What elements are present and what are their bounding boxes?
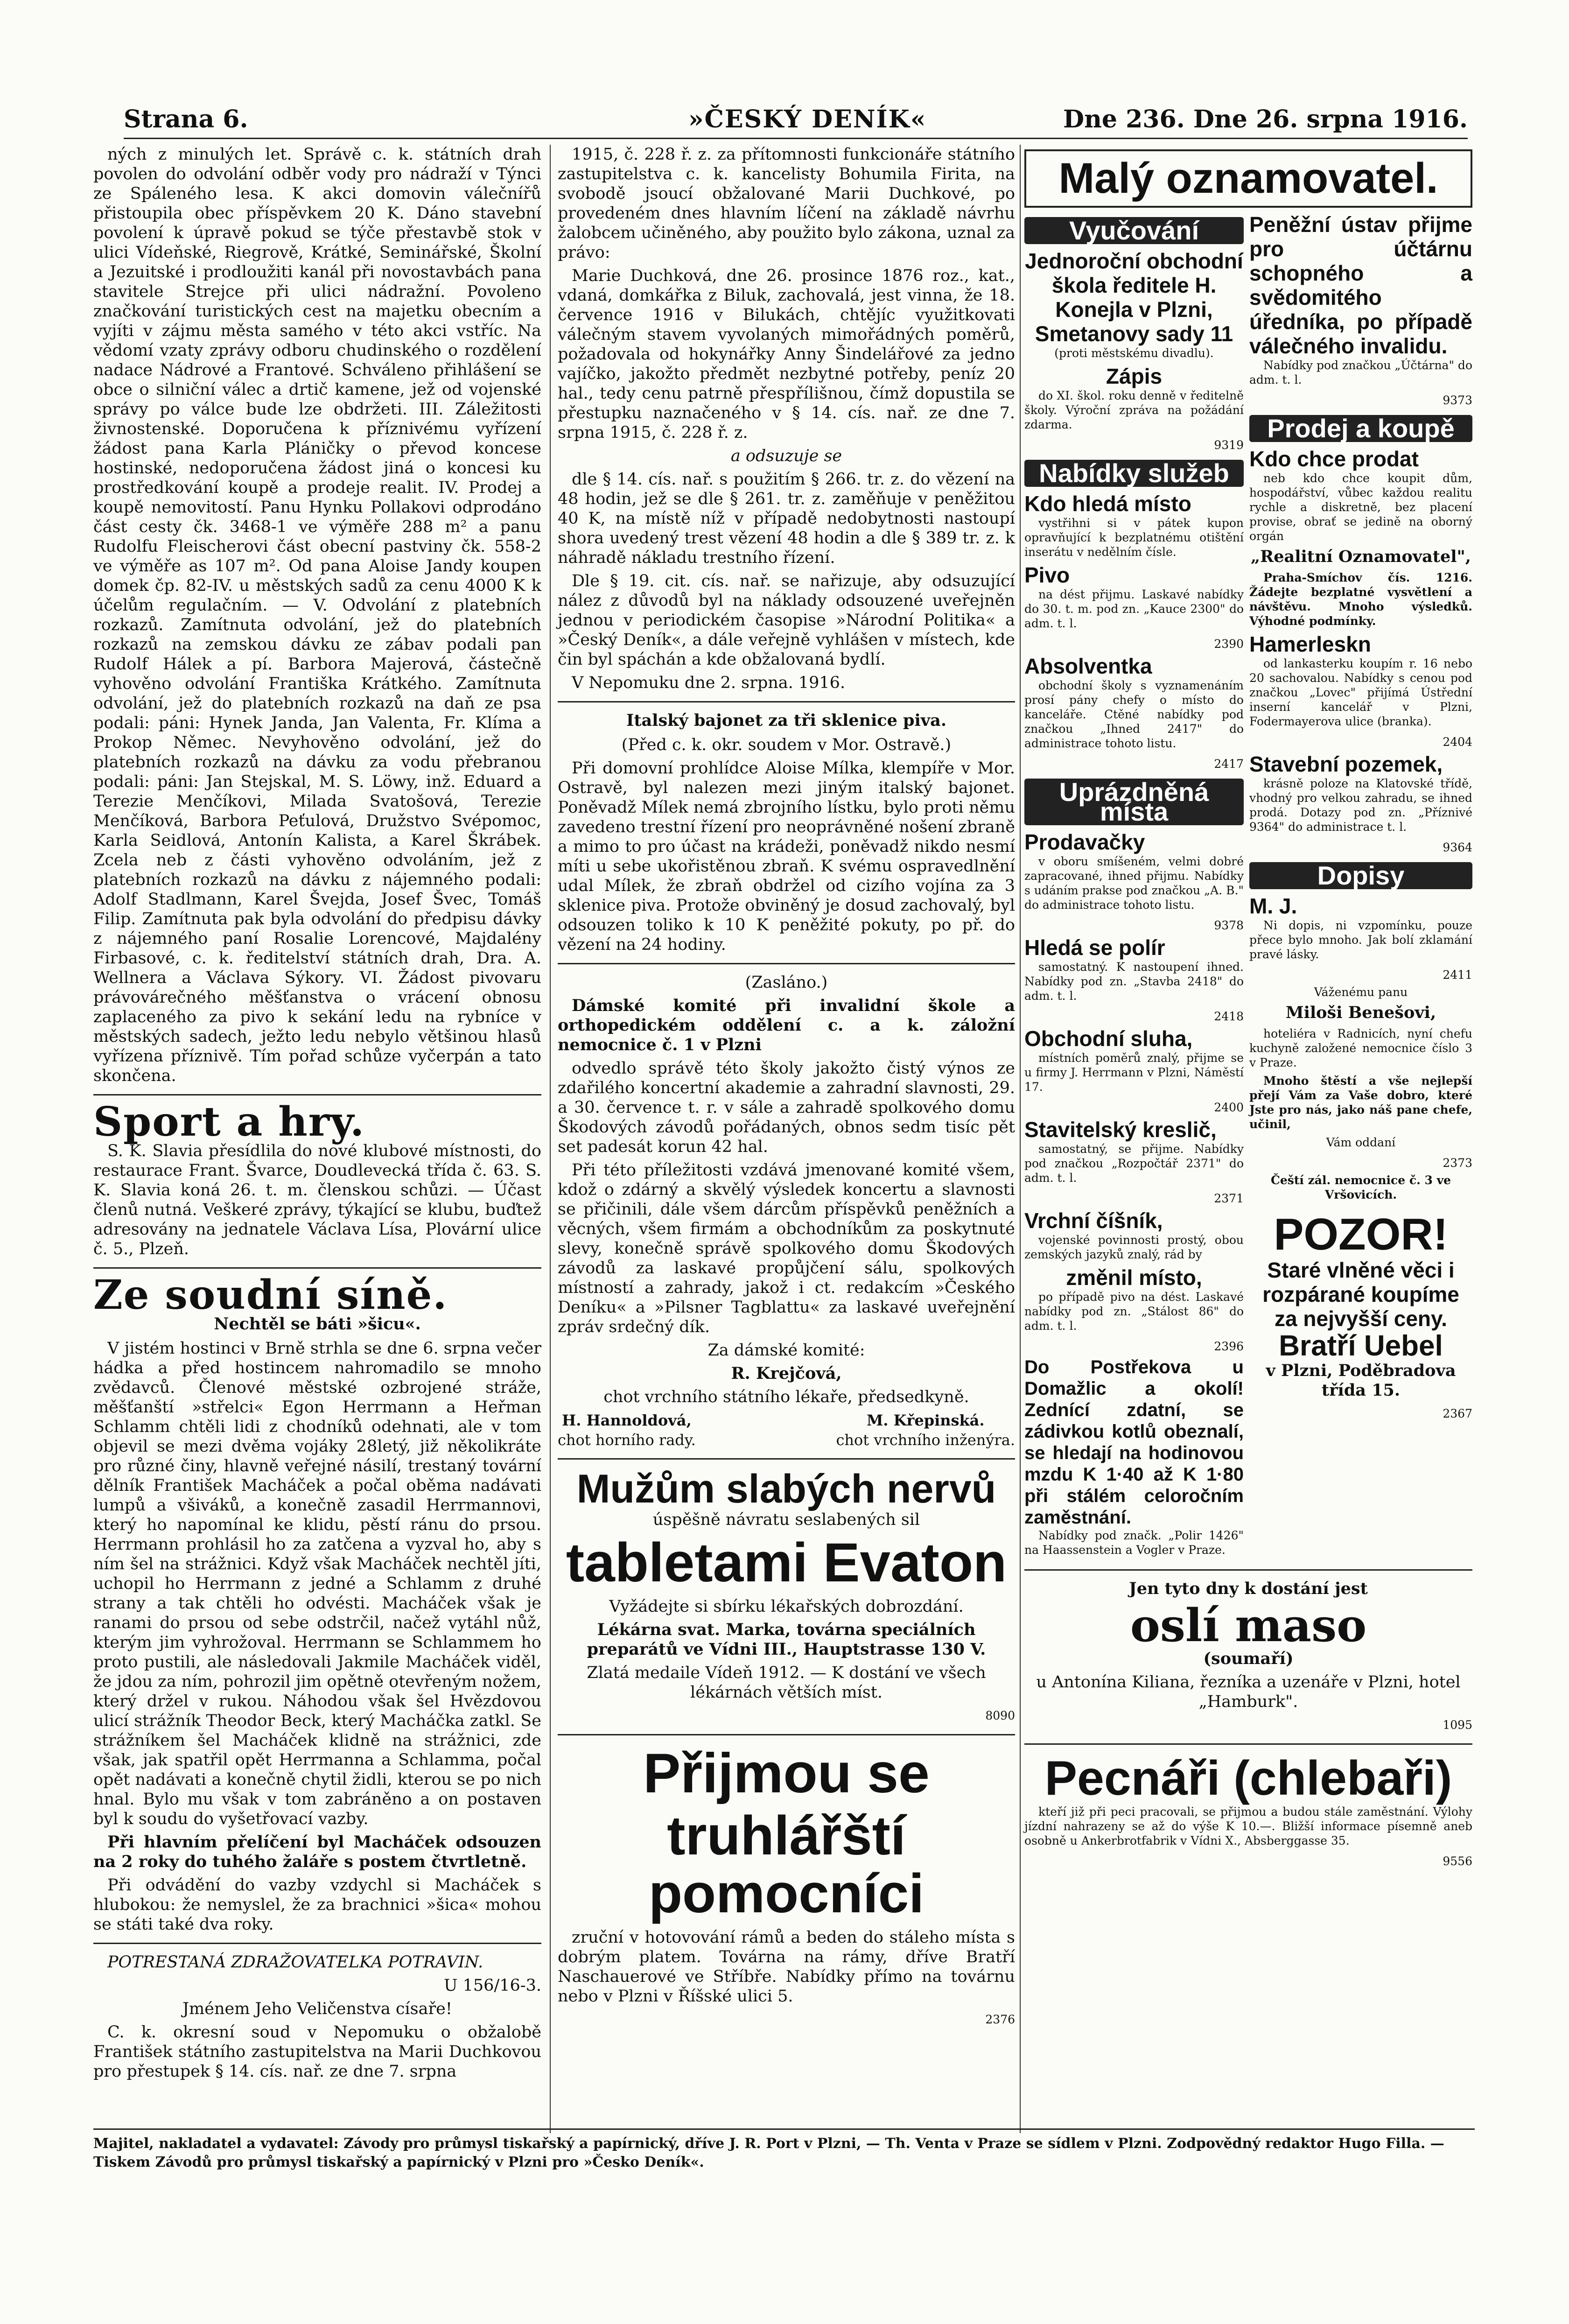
potrestana-text: C. k. okresní soud v Nepomuku o obžalobě František státního zastupitelstva na Marii Duchkovou pro přestupek § 14. cís. nař. ze dne 7. srpna xyxy=(93,2023,541,2081)
stavebni-heading: Stavební pozemek, xyxy=(1249,751,1443,776)
signer-krepinska: M. Křepinská. xyxy=(866,1411,985,1429)
osli-big: oslí maso xyxy=(1130,1599,1367,1652)
divider xyxy=(558,701,1015,702)
prodavacky-text: v oboru smíšeném, velmi dobré zapracované, ihned přijmu. Nabídky s udáním prakse pod značkou „A. B." do administrace tohoto listu. xyxy=(1024,854,1244,912)
verdict-text-3: dle § 14. cís. nař. s použitím § 266. tr. z. do vězení na 48 hodin, jež se dle § 261. tr. z. zaměňuje v peněžitou 40 K, na místě níž v případě nedobytnosti nastoupí shora uvedený trest vězení 48 hodin a dle § 389 tr. z. k náhradě nákladu trestního řízení. xyxy=(558,470,1015,567)
absolventka-text: obchodní školy s vyznamenáním prosí pány chefy o místo do kanceláře. Ctěné nabídky pod značkou „Ihned 2417" do administrace tohoto listu. xyxy=(1024,678,1244,750)
obchodni-sluha-number: 2400 xyxy=(1214,1100,1244,1114)
kdo-hleda-heading: Kdo hledá místo xyxy=(1024,491,1191,516)
obchodni-sluha-heading: Obchodní sluha, xyxy=(1024,1026,1193,1051)
zaslano-label: (Zasláno.) xyxy=(745,973,828,992)
pozor-heading: POZOR! xyxy=(1274,1209,1448,1259)
column-rule xyxy=(1020,145,1021,2133)
zapis-text: do XI. škol. roku denně v ředitelně školy. Výroční zpráva na požádání zdarma. xyxy=(1024,388,1244,431)
hamerleskn-number: 2404 xyxy=(1443,735,1472,749)
prodavacky-heading: Prodavačky xyxy=(1024,829,1145,854)
penezni-small: Nabídky pod značkou „Účtárna" do adm. t. l. xyxy=(1249,358,1472,386)
court-heading: Ze soudní síně. xyxy=(93,1271,448,1319)
column-3 xyxy=(1024,145,1472,1871)
evaton-pharmacy: Lékárna svat. Marka, továrna speciálních preparátů ve Vídni III., Hauptstrasse 130 V. xyxy=(587,1620,986,1659)
evaton-medal: Zlatá medaile Vídeň 1912. — K dostání ve všech lékárnách větších míst. xyxy=(587,1664,986,1702)
vazenemu-sign: Vám oddaní xyxy=(1326,1135,1396,1149)
divider xyxy=(93,1943,541,1944)
verdict-text-4: Dle § 19. cit. cís. nař. se nařizuje, aby odsuzující nález z důvodů byl na náklady odsouzené uveřejněn jednou v periodickém časopise »Národní Politika« a »Český Deník«, a dále veřejně vyhlášen v místech, kde čin byl spáchán a kde obžalovaná bydlí. xyxy=(558,572,1015,669)
divider xyxy=(1024,1743,1472,1745)
stavebni-number: 9364 xyxy=(1443,840,1472,854)
bajonet-text: Při domovní prohlídce Aloise Mílka, klempíře v Mor. Ostravě, byl nalezen mezi jiným italský bajonet. Poněvadž Mílek nemá zbrojního lístku, bylo proti němu zavedeno trestní řízení pro neoprávněné nošení zbraně a mimo to pro účast na krádeži, poněvadž nikdo nesmí míti u sebe ukořistěnou zbraň. K svému ospravedlnění udal Mílek, že zbraň obdržel od cizího vojína za 3 sklenice piva. Protože obviněný je dosud zachovalý, byl odsouzen toliko k 10 K peněžité pokuty, po př. do vězení na 24 hodiny. xyxy=(558,759,1015,954)
stavitelsky-number: 2371 xyxy=(1214,1191,1244,1205)
divider xyxy=(558,963,1015,964)
classifieds-left xyxy=(1024,212,1244,1561)
uebel-number: 2367 xyxy=(1443,1407,1472,1421)
verdict-text-2: Marie Duchková, dne 26. prosince 1876 roz., kat., vdaná, domkářka z Biluk, zachovalá, jest vinna, že 18. července 1916 v Bilukách, chtějíc využitkovati válečným stavem vyvolaných mimořádných poměrů, požadovala od hokynářky Anny Šindelářové za jedno vajíčko, jakožto předmět nezbytné potřeby, peníz 20 hal., tedy cenu patrně přespřílišnou, čímž dopustila se přestupku naznačeného v § 14. cís. nař. ze dne 7. srpna 1915, č. 228 ř. z. xyxy=(558,267,1015,442)
osli-text: u Antonína Kiliana, řezníka a uzenáře v Plzni, hotel „Hamburk". xyxy=(1036,1673,1461,1712)
hleda-polir-text: samostatný. K nastoupení ihned. Nabídky pod zn. „Stavba 2418" do adm. t. l. xyxy=(1024,960,1244,1003)
absolventka-heading: Absolventka xyxy=(1024,653,1152,678)
zmenil-number: 2396 xyxy=(1214,1339,1244,1353)
osli-number: 1095 xyxy=(1443,1718,1472,1732)
page-header xyxy=(124,100,1468,139)
column-2 xyxy=(558,145,1015,2029)
postrekova-text: Do Postřekova u Domažlic a okolí! Zednící zdatní, se zádivkou kotlů obeznalí, se hledají na hodinovou mzdu K 1·40 až K 1·80 při stálém celoročním zaměstnání. xyxy=(1024,1356,1244,1528)
bajonet-heading: Italský bajonet za tři sklenice piva. xyxy=(626,711,947,730)
pecnari-number: 9556 xyxy=(1443,1854,1472,1868)
verdict-place-date: V Nepomuku dne 2. srpna. 1916. xyxy=(572,674,846,692)
mj-number: 2411 xyxy=(1443,968,1472,982)
truhlari-text: zruční v hotovování rámů a beden do stáleho místa s dobrým platem. Továrna na rámy, dříve Bratří Naschauerové ve Stříbře. Nabídky přímo na továrnu nebo v Plzni v Říšské ulici 5. xyxy=(558,1928,1015,2006)
zmenil-text: po případě pivo na dést. Laskavé nabídky pod zn. „Stálost 86" do adm. t. l. xyxy=(1024,1290,1244,1333)
zapis-number: 9319 xyxy=(1214,438,1244,452)
divider xyxy=(93,1267,541,1269)
prodavacky-number: 9378 xyxy=(1214,918,1244,932)
issue-date: Dne 236. Dne 26. srpna 1916. xyxy=(1063,105,1468,133)
bajonet-sub: (Před c. k. okr. soudem v Mor. Ostravě.) xyxy=(621,736,952,754)
obchodni-sluha-text: místních poměrů znalý, přijme se u firmy J. Herrmann v Plzni, Náměstí 17. xyxy=(1024,1051,1244,1094)
pivo-number: 2390 xyxy=(1214,637,1244,651)
vazenemu-text-2: Mnoho štěstí a vše nejlepší přejí Vám za Vaše dobro, které Jste pro nás, jako náš pane chefe, učinil, xyxy=(1249,1074,1472,1131)
penezni-text: Peněžní ústav přijme pro účtárnu schopného a svědomitého úředníka, po případě válečného invalidu. xyxy=(1249,212,1472,358)
penezni-number: 9373 xyxy=(1443,393,1472,407)
maly-oznamovatel-title: Malý oznamovatel. xyxy=(1024,149,1472,208)
court-text: V jistém hostinci v Brně strhla se dne 6. srpna večer hádka a před hostincem nahromadilo se mnoho zvědavců. Členové městské ozbrojené stráže, měšťanští »střelci« Egon Herrmann a Heřman Schlamm chtěli lidi z chodníků odehnati, ale v tom objevil se mezi dvěma vojáky 28letý, již několikráte pro různé činy, hlavně veřejné násilí, trestaný tovární dělník František Macháček a počal oběma nadávati lumpů a všiváků, a konečně zasadil Herrmannovi, který ho napomínal ke klidu, pěstí ránu do prsou. Herrmann prohlásil ho za zatčena a vyzval ho, aby s ním šel na strážnici. Když však Macháček nechtěl jíti, uchopil ho Herrmann z jedné a Schlamm z druhé strany a tak chtěli ho odvésti. Macháček však je ranami do prsou od sebe odstrčil, načež vytáhl nůž, kterým jim vyhrožoval. Herrmann se Schlammem ho proto pustili, ale následovali Jakmile Macháček viděl, že jdou za ním, pohrozil jim opětně otevřeným nožem, který držel v rukou. Náhodou však šel Hvězdovou ulicí strážník Theodor Beck, který Macháčka zatkl. Se strážníkem šel Macháček klidně na strážnici, zde však, jak spatřil opět Herrmanna a Schlamma, počal opět nadávati a konečně chytil židli, kterou se po nich hnal. Bylo mu však v tom zabráněno a on postaven byl k soudu do vyšetřovací vazby. xyxy=(93,1339,541,1828)
school-note: (proti městskému divadlu). xyxy=(1054,346,1214,360)
tag-nabidky: Nabídky služeb xyxy=(1024,460,1244,487)
signers-row xyxy=(558,1411,1015,1450)
realitni-heading: „Realitní Oznamovatel", xyxy=(1251,547,1471,566)
truhlari-headline: Přijmou se xyxy=(643,1742,930,1805)
stavitelsky-heading: Stavitelský kreslič, xyxy=(1024,1117,1217,1142)
signer-hannold: H. Hannoldová, xyxy=(562,1411,692,1429)
kdo-prodat-text: neb kdo chce koupit dům, hospodářství, vůbec každou realitu rychle a diskretně, bez placení provise, obrať se jedině na oborný orgán xyxy=(1249,471,1472,543)
za-komite: Za dámské komité: xyxy=(707,1341,865,1360)
kdo-prodat-heading: Kdo chce prodat xyxy=(1249,446,1419,471)
kdo-hleda-text: vystřihni si v pátek kupon opravňující k bezplatnému otištění inserátu v nedělním čísle. xyxy=(1024,516,1244,559)
zaslano-text: odvedlo správě této školy jakožto čistý výnos ze zdařilého koncertní akademie a zahradní slavnosti, 29. a 30. července t. r. v sále a zahradě spolkového domu Škodových závodů pořádaných, obnos sedm tisíc pět set padesát korun 42 hal. xyxy=(558,1059,1015,1156)
newspaper-title: »ČESKÝ DENÍK« xyxy=(688,105,927,133)
stavitelsky-text: samostatný, se přijme. Nabídky pod značkou „Rozpočtář 2371" do adm. t. l. xyxy=(1024,1142,1244,1185)
pivo-heading: Pivo xyxy=(1024,562,1070,587)
column-1 xyxy=(93,145,541,2085)
zaslano-heading: Dámské komité při invalidní škole a orthopedickém oddělení c. a k. záložní nemocnice č. 1 v Plzni xyxy=(558,996,1015,1054)
vazenemu-number: 2373 xyxy=(1443,1156,1472,1170)
osli-sub: (soumaří) xyxy=(1203,1649,1294,1669)
osli-heading: Jen tyto dny k dostání jest xyxy=(1129,1579,1368,1598)
evaton-brand: tabletami Evaton xyxy=(566,1532,1007,1594)
uebel-name: Bratří Uebel xyxy=(1279,1330,1443,1362)
page-number: Strana 6. xyxy=(124,105,248,133)
truhlari-number: 2376 xyxy=(985,2012,1015,2026)
divider xyxy=(558,1458,1015,1460)
pecnari-heading: Pecnáři (chlebaři) xyxy=(1044,1751,1452,1806)
zmenil-heading: změnil místo, xyxy=(1066,1265,1202,1290)
vazenemu-name: Miloši Benešovi, xyxy=(1285,1003,1436,1022)
hamerleskn-text: od lankasterku koupím r. 16 nebo 20 sachovalou. Nabídky s cenou pod značkou „Lovec" přijímá Ústřední inserní kancelář v Plzni, Fodermayerova ulice (branka). xyxy=(1249,656,1472,728)
evaton-text: Vyžádejte si sbírku lékařských dobrozdání. xyxy=(609,1597,964,1616)
pozor-text: Staré vlněné věci i rozpárané koupíme za nejvyšší ceny. xyxy=(1262,1258,1459,1331)
tag-vyucovani: Vyučování xyxy=(1024,217,1244,244)
classifieds-right xyxy=(1249,212,1472,1561)
classifieds-grid xyxy=(1024,212,1472,1561)
sport-text: S. K. Slavia přesídlila do nové klubové místnosti, do restaurace Frant. Švarce, Doudlevecká třída č. 63. S. K. Slavia koná 26. t. m. členskou schůzi. — Účast členů nutná. Veškeré zprávy, týkající se klubu, buďtež adresovány na jednatele Václava Lísa, Plovární ulice č. 5., Plzeň. xyxy=(93,1142,541,1258)
vazenemu-text: hoteliéra v Radnicích, nyní chefu kuchyně založené nemocnice číslo 3 v Praze. xyxy=(1249,1026,1472,1069)
vazenemu-heading: Váženému panu xyxy=(1314,985,1408,999)
zapis-heading: Zápis xyxy=(1106,364,1163,388)
signer-hannold-role: chot horního rady. xyxy=(558,1431,696,1449)
tag-uprazdnena: Uprázdněná místa xyxy=(1024,779,1244,825)
potrestana-sub: Jménem Jeho Veličenstva císaře! xyxy=(182,2000,452,2018)
divider xyxy=(1024,1569,1472,1571)
vazenemu-from: Čeští zál. nemocnice č. 3 ve Vršovicích. xyxy=(1270,1173,1451,1201)
tag-dopisy: Dopisy xyxy=(1249,862,1472,889)
signer-krejcova-role: chot vrchního státního lékaře, předsedkyně. xyxy=(603,1388,969,1406)
mj-text: Ni dopis, ni vzpomínku, pouze přece bylo mnoho. Jak bolí zklamání pravé lásky. xyxy=(1249,918,1472,961)
column-rule xyxy=(550,145,551,2133)
evaton-number: 8090 xyxy=(985,1709,1015,1723)
signer-krepinska-role: chot vrchního inženýra. xyxy=(836,1431,1015,1449)
divider xyxy=(558,1734,1015,1735)
mj-heading: M. J. xyxy=(1249,893,1297,918)
postrekova-small: Nabídky pod značk. „Polir 1426" na Haassenstein a Vogler v Praze. xyxy=(1024,1528,1244,1557)
council-report-text: ných z minulých let. Správě c. k. státních drah povolen do odvolání odběr vody pro nádraží v Týnci ze Spáleného lesa. K akci domovin válečnířů přistoupila obec příspěvkem 20 K. Dáno stavební povolení k úpravě pokud se týče přestavbě stok v ulici Vídeňské, Riegrově, Krátké, Seminářské, Školní a Jezuitské i prodloužiti kanál při novostavbách pana stavitele Strejce při ulici nádražní. Povoleno značkování turistických cest na majetku obecním a vyjíti v zájmu města samého v této akci vstříc. Na vědomí vzaty zprávy odboru chudinského o rozdělení nadace Nádrové a Frantové. Schváleno přihlášení se obce o silniční válec a drtič kamene, jež od vojenské správy po válce bude lze obdržeti. III. Záležitosti živnostenské. Doporučena k příznivému vyřízení žádost pana Karla Pláničky o převod koncese hostinské, nedoporučena žádost jiná o koncesi ku prostředkování koupě a prodeje realit. IV. Prodej a koupě nemovitostí. Panu Hynku Pollakovi odprodáno část cesty čk. 3468-1 ve výměře 288 m² a panu Rudolfu Fleischerovi část obecní pastviny čk. 558-2 ve výměře as 107 m². Od pana Aloise Jandy koupen domek čp. 82-IV. u městských sadů za cenu 4000 K k účelům regulačním. — V. Odvolání z platebních rozkazů. Zamítnuta odvolání, jež do platebních rozkazů na zemskou dávku ze zábav podali pan Rudolf Hálek a pí. Barbora Majerová, částečně vyhověno odvolání Františka Krátkého. Zamítnuta odvolání, jež do platebních rozkazů na daň ze psa podali: páni: Hynek Janda, Jan Valenta, Fr. Klíma a Prokop Němec. Nevyhověno odvolání, jež do platebních rozkazů na dávku za vodu přebranou podali: páni: Jan Stejskal, M. S. Löwy, inž. Eduard a Terezie Menčíkovi, Milada Svatošová, Terezie Menčíková, Barbora Peťulová, Družstvo Svépomoc, Karla Seidlová, Antonín Kalista, a Karel Škrábek. Zcela neb z části vyhověno odvoláním, jež z platebních rozkazů na dávku z nájemného podali: Adolf Stadlmann, Karel Švejda, Josef Švec, Tomáš Filip. Zamítnuta pak byla odvolání do předpisu dávky z nájemného paní Rosalie Lorencové, Majdalény Firbasové, c. k. ředitelství státních drah, Dra. A. Wellnera a Václava Sýkory. VI. Žádost pivovaru právovárečného měšťanstva o vrácení obnosu zaplaceného za pivo k sekání ledu na rybníce v městských sadech, ježto ledu nebylo většinou hlasů vyřízena příznivě. Tím pořad schůze vyčerpán a tato skončena. xyxy=(93,145,541,1085)
school-name: Jednoroční obchodní škola ředitele H. Konejla v Plzni, Smetanovy sady 11 xyxy=(1025,248,1243,346)
court-text-end: Při odvádění do vazby vzdychl si Macháček s hlubokou: že nemyslel, že za brachnici »šica« mohou se státi také dva roky. xyxy=(93,1876,541,1934)
pivo-text: na dést přijmu. Laskavé nabídky do 30. t. m. pod zn. „Kauce 2300" do adm. t. l. xyxy=(1024,587,1244,630)
zaslano-text-2: Při této příležitosti vzdává jmenované komité všem, kdož o zdárný a skvělý výsledek koncertu a slavnosti se přičinili, dále všem dárcům příspěvků peněžních a věcných, všem firmám a obchodníkům za poskytnuté slevy, konečně správě spolkového domu Škodových závodů za laskavé propůjčení sálu, spolkových místností a zahrady, jakož i ct. redakcím »Českého Deníku« a »Pilsner Tagblattu« za laskavé uveřejnění zpráv srdečný dík. xyxy=(558,1161,1015,1336)
imprint-footer: Majitel, nakladatel a vydavatel: Závody pro průmysl tiskařský a papírnický, dříve J. R. Port v Plzni, — Th. Venta v Praze se sídlem v Plzni. Zodpovědný redaktor Hugo Filla. — Tiskem Závodů pro průmysl tiskařský a papírnický v Plzni pro »Česko Deník«. xyxy=(93,2128,1475,2172)
hleda-polir-number: 2418 xyxy=(1214,1009,1244,1023)
court-verdict: Při hlavním přelíčení byl Macháček odsouzen na 2 roky do tuhého žaláře s postem čtvrtletně. xyxy=(93,1833,541,1871)
uebel-address: v Plzni, Poděbradova třída 15. xyxy=(1266,1361,1456,1400)
potrestana-heading: POTRESTANÁ ZDRAŽOVATELKA POTRAVIN. xyxy=(107,1953,483,1972)
hamerleskn-heading: Hamerleskn xyxy=(1249,632,1371,656)
absolventka-number: 2417 xyxy=(1214,757,1244,771)
vrchni-text: vojenské povinnosti prostý, obou zemských jazyků znalý, rád by xyxy=(1024,1233,1244,1261)
truhlari-brand: truhlářští pomocníci xyxy=(648,1805,925,1925)
tag-prodej: Prodej a koupě xyxy=(1249,415,1472,442)
sport-heading: Sport a hry. xyxy=(93,1098,365,1145)
verdict-text-1: 1915, č. 228 ř. z. za přítomnosti funkcionáře státního zastupitelstva c. k. kancelisty Bohumila Firita, na svobodě jsoucí obžalované Marii Duchkové, po provedeném dnes hlavním líčení na základě návrhu žalobcem učiněného, aby použito bylo zákona, uznal za právo: xyxy=(558,145,1015,262)
court-subheading: Nechtěl se báti »šicu«. xyxy=(214,1314,421,1334)
evaton-headline: Mužům slabých nervů xyxy=(576,1467,996,1511)
verdict-odsuzuje: a odsuzuje se xyxy=(730,447,842,465)
evaton-sub: úspěšně návratu seslabených sil xyxy=(652,1510,920,1530)
pecnari-text: kteří již při peci pracovali, se přijmou a budou stále zaměstnání. Výlohy jízdní nahrazeny se až do výše K 10.—. Bližší informace písemně aneb osobně u Ankerbrotfabrik v Vídni X., Absberggasse 35. xyxy=(1024,1804,1472,1847)
stavebni-text: krásně poloze na Klatovské třídě, vhodný pro velkou zahradu, se ihned prodá. Dotazy pod zn. „Příznivé 9364" do administrace t. l. xyxy=(1249,776,1472,834)
potrestana-ref: U 156/16-3. xyxy=(444,1976,541,1995)
signer-krejcova: R. Krejčová, xyxy=(731,1364,842,1383)
realitni-text: Praha-Smíchov čís. 1216. Žádejte bezplatné vysvětlení a návštěvu. Mnoho výsledků. Výhodné podmínky. xyxy=(1249,570,1472,628)
divider xyxy=(93,1094,541,1095)
hleda-polir-heading: Hledá se polír xyxy=(1024,935,1165,960)
vrchni-heading: Vrchní číšník, xyxy=(1024,1208,1163,1233)
